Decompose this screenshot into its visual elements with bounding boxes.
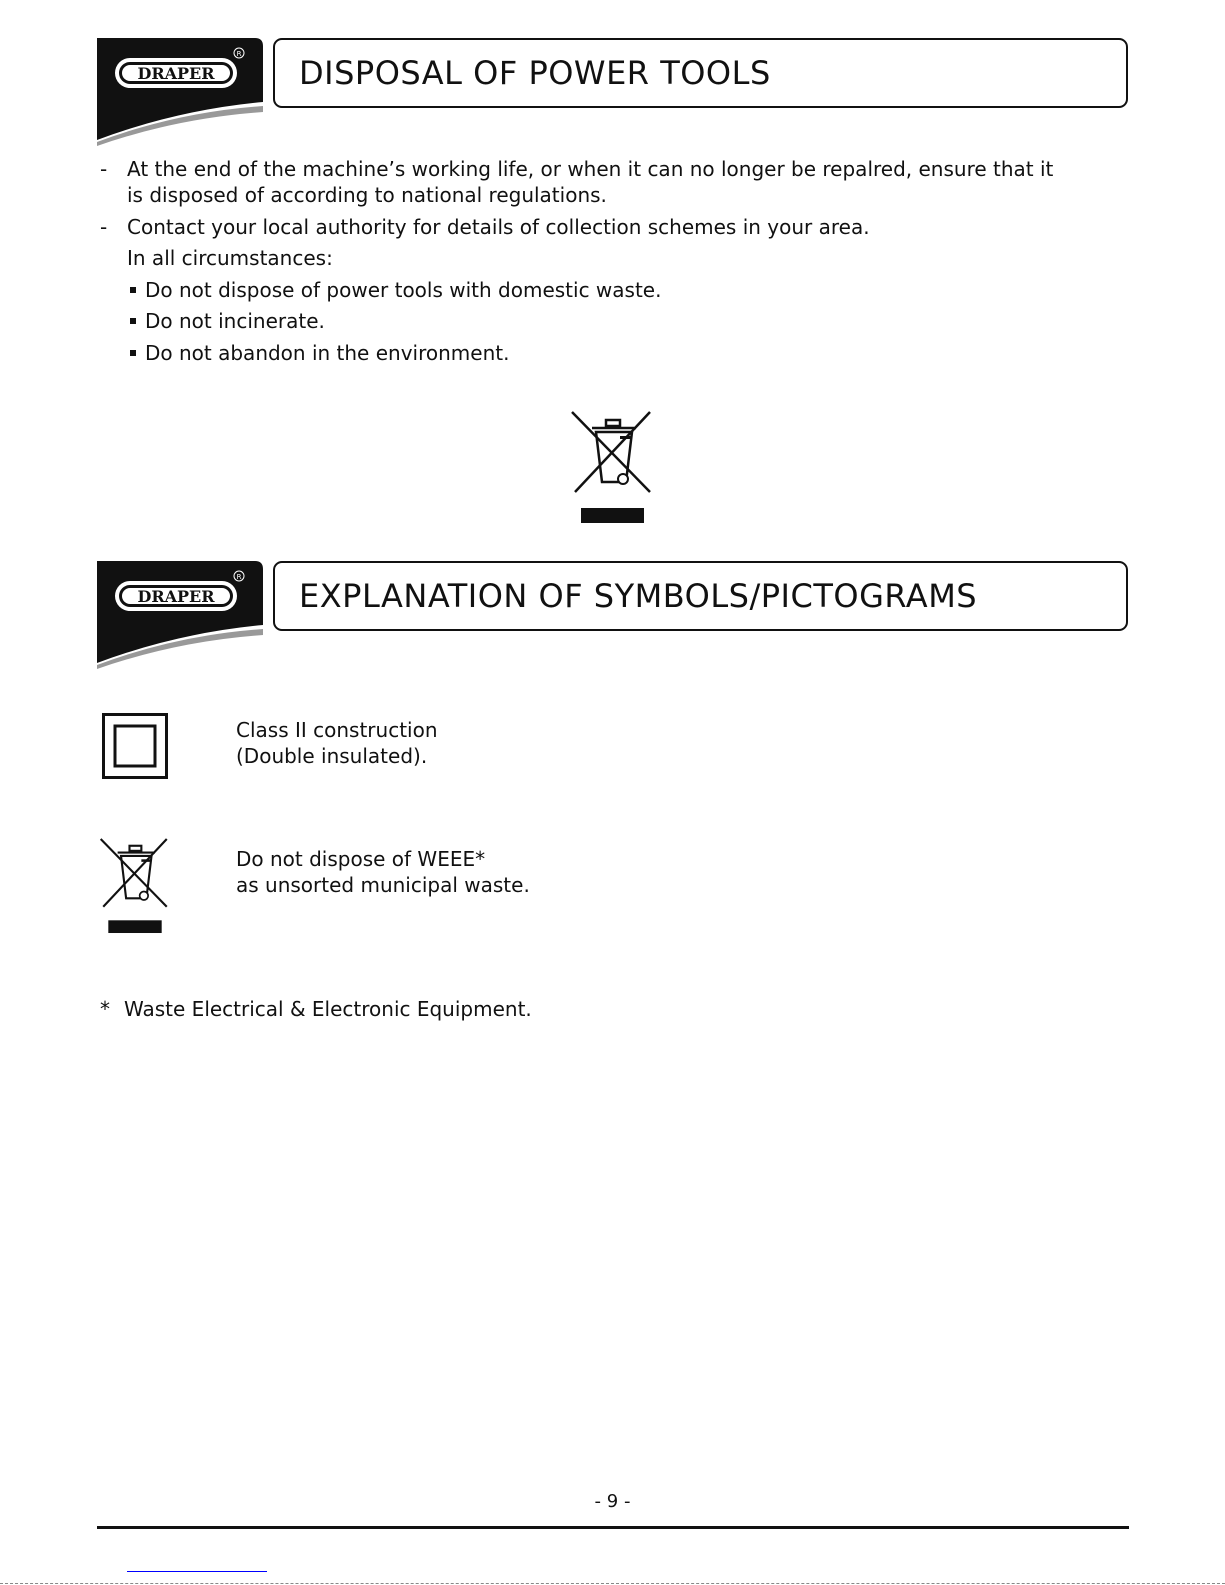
class-ii-double-square-icon <box>102 713 169 779</box>
paragraph-line: Contact your local authority for details of collection schemes in your area. <box>127 215 870 239</box>
bullet-item: Do not incinerate. <box>130 308 325 334</box>
symbol-description: as unsorted municipal waste. <box>236 873 530 897</box>
dash-marker: - <box>100 215 108 239</box>
crossed-wheelie-bin-icon <box>99 836 171 936</box>
symbol-description: (Double insulated). <box>236 744 428 768</box>
crossed-wheelie-bin-icon <box>570 410 655 525</box>
section-title-box <box>273 561 1128 631</box>
bullet-item: Do not dispose of power tools with domestic waste. <box>130 277 661 303</box>
draper-logo-banner <box>97 561 267 671</box>
section-title: DISPOSAL OF POWER TOOLS <box>299 54 771 92</box>
dash-marker: - <box>100 157 108 181</box>
symbol-description: Class II construction <box>236 718 438 742</box>
page-number: - 9 - <box>594 1491 631 1512</box>
svg-text:R: R <box>236 50 242 58</box>
link-underline <box>127 1571 267 1572</box>
bullet-item: Do not abandon in the environment. <box>130 340 509 366</box>
draper-logo-banner <box>97 38 267 148</box>
footer-rule <box>97 1526 1129 1529</box>
section-title: EXPLANATION OF SYMBOLS/PICTOGRAMS <box>299 577 978 615</box>
section-title-box <box>273 38 1128 108</box>
logo-text: DRAPER <box>137 64 215 83</box>
paragraph-line: At the end of the machine’s working life, or when it can no longer be repalred, ensure that it <box>127 157 1054 181</box>
paragraph-line: is disposed of according to national regulations. <box>127 183 607 207</box>
logo-text: DRAPER <box>137 587 215 606</box>
footnote: Waste Electrical & Electronic Equipment. <box>124 997 532 1021</box>
footnote-marker: * <box>100 997 110 1021</box>
svg-text:R: R <box>236 573 242 581</box>
intro-text: In all circumstances: <box>127 246 333 270</box>
symbol-description: Do not dispose of WEEE* <box>236 847 486 871</box>
